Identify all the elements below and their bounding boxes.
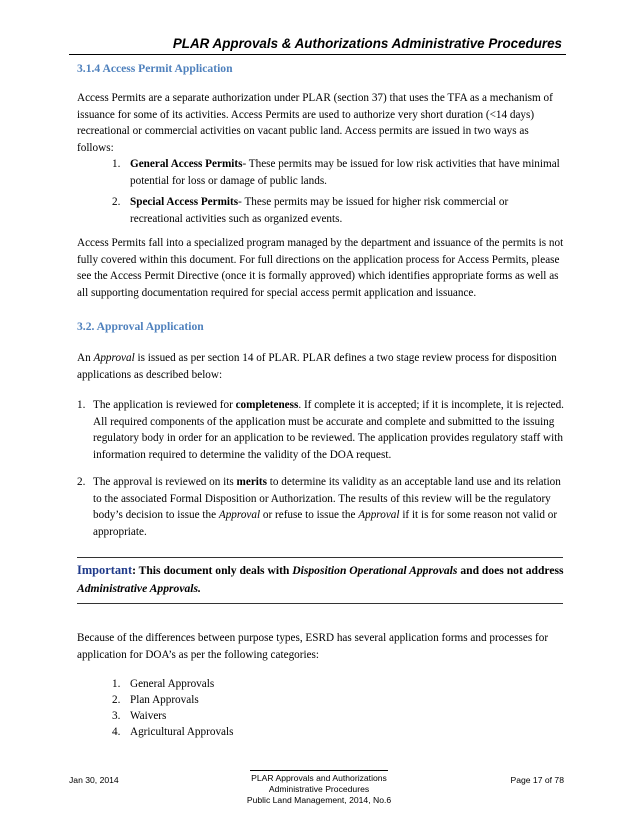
item-title: General Access Permits xyxy=(130,158,243,170)
item-description: - These permits may be issued for low risk activities that have minimal potential for loss or damage of public lands. xyxy=(130,158,560,187)
text-run: if it is for some reason not valid or appropriate. xyxy=(93,509,558,538)
text-run: to determine its validity as an acceptable land use and its relation to the associated Formal Disposition or Authorization. The results of this review will be the regulatory body’s decision to issue the xyxy=(93,476,561,522)
text-run: and does not address xyxy=(457,564,564,577)
section-32-intro xyxy=(77,350,565,383)
footer-line: Public Land Management, 2014, No.6 xyxy=(246,794,392,805)
access-permit-item-1 xyxy=(112,156,562,189)
list-number: 1. xyxy=(112,678,121,690)
emphasis-administrative-approvals: Administrative Approvals. xyxy=(77,581,201,595)
list-number: 1. xyxy=(77,399,86,411)
list-label: Waivers xyxy=(130,710,167,722)
emphasis-approval: Approval xyxy=(93,352,135,364)
list-label: Plan Approvals xyxy=(130,694,199,706)
categories-intro: Because of the differences between purpose types, ESRD has several application forms and processes for application for DOA’s as per the following categories: xyxy=(77,632,549,661)
section-314-closing: Access Permits fall into a specialized program managed by the department and issuance of the permits is not fully covered within this document. For full directions on the application process for Access Permits, please see the Access Permit Directive (once it is formally approved) which identifies appropriate forms as well as all supporting documentation required for special access permit application and issuance. xyxy=(77,237,564,299)
text-run: The application is reviewed for xyxy=(93,399,236,411)
section-314-heading: 3.1.4 Access Permit Application xyxy=(77,62,233,75)
emphasis-disposition-approvals: Disposition Operational Approvals xyxy=(292,564,458,577)
text-run: An xyxy=(77,352,94,364)
important-label: Important xyxy=(77,563,133,577)
important-bottom-rule xyxy=(77,603,563,604)
list-number: 2. xyxy=(112,196,121,208)
footer-line: PLAR Approvals and Authorizations xyxy=(251,773,387,783)
footer-document-info xyxy=(200,773,438,805)
section-314-intro: Access Permits are a separate authorization under PLAR (section 37) that uses the TFA as a mechanism of issuance for some of its activities. Access Permits are used to authorize very short duration (<14 days) recreational or commercial activities on vacant public land. Access permits are issued in two ways as follows: xyxy=(77,92,553,154)
review-stage-item-1 xyxy=(77,397,565,463)
list-label: General Approvals xyxy=(130,678,215,690)
header-divider xyxy=(69,54,566,55)
bold-completeness: completeness xyxy=(235,399,299,411)
footer-divider xyxy=(250,770,388,771)
text-run: : This document only deals with xyxy=(132,564,293,577)
list-text xyxy=(130,194,562,227)
list-number: 3. xyxy=(112,710,121,722)
text-run: . If complete it is accepted; if it is incomplete, it is rejected. All required components of the application must be accurate and complete and submitted to the issuing regulatory body in order for an application to be reviewed. The application provides regulatory staff with information required to determine the validity of the DOA request. xyxy=(93,399,564,461)
review-stage-item-2 xyxy=(77,474,565,540)
item-title: Special Access Permits xyxy=(130,196,239,208)
list-text xyxy=(93,474,565,540)
important-top-rule xyxy=(77,557,563,558)
text-run: is issued as per section 14 of PLAR. PLAR defines a two stage review process for disposition applications as described below: xyxy=(77,352,557,381)
list-number: 2. xyxy=(112,694,121,706)
list-number: 1. xyxy=(112,158,121,170)
list-text xyxy=(130,156,562,189)
bold-merits: merits xyxy=(236,476,267,488)
list-number: 2. xyxy=(77,476,86,488)
footer-page-number: Page 17 of 78 xyxy=(510,775,564,785)
emphasis-approval: Approval xyxy=(358,509,400,522)
footer-line: Administrative Procedures xyxy=(268,783,370,794)
important-notice xyxy=(77,562,565,597)
list-text xyxy=(93,397,565,463)
footer-date: Jan 30, 2014 xyxy=(69,775,119,785)
emphasis-approval: Approval xyxy=(218,509,261,522)
list-label: Agricultural Approvals xyxy=(130,726,234,738)
item-description: - These permits may be issued for higher risk commercial or recreational activities such as organized events. xyxy=(130,196,509,225)
text-run: or refuse to issue the xyxy=(260,509,359,522)
access-permit-item-2 xyxy=(112,194,562,227)
text-run: The approval is reviewed on its xyxy=(93,476,237,488)
section-32-heading: 3.2. Approval Application xyxy=(77,320,204,333)
page-header-title: PLAR Approvals & Authorizations Administrative Procedures xyxy=(172,36,562,51)
list-number: 4. xyxy=(112,726,121,738)
